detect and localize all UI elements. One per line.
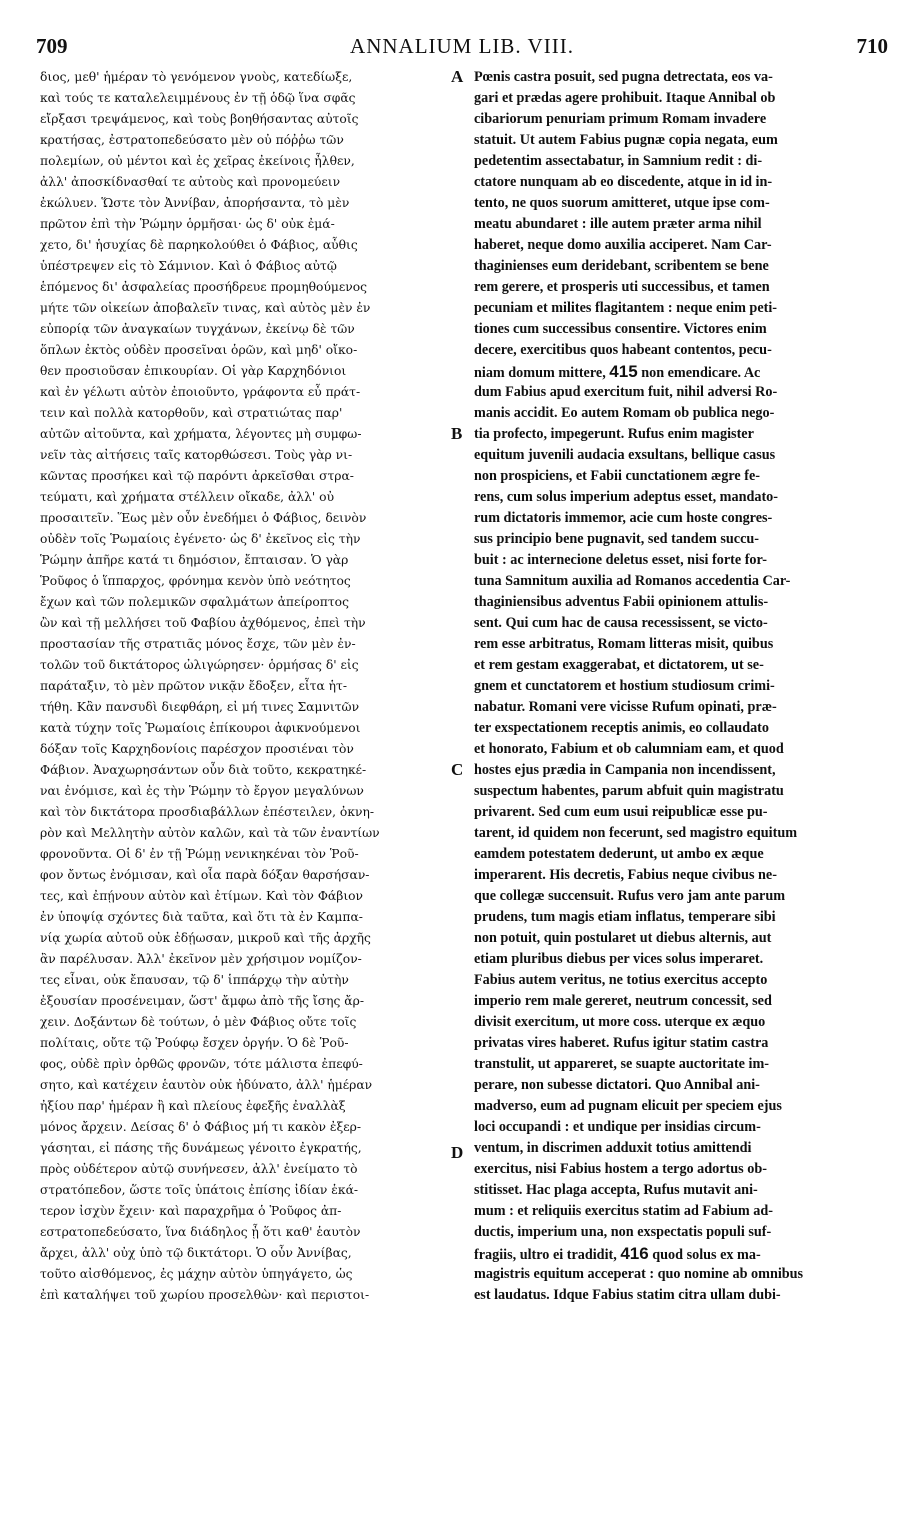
text-line: [474, 886, 892, 907]
text-line: [40, 193, 460, 214]
text-line: [40, 760, 460, 781]
text-line: [40, 886, 460, 907]
line-text: πρῶτον ἐπὶ τὴν Ῥώμην ὁρμῆσαι· ὡς δ' οὐκ ἐμά-: [40, 217, 335, 231]
text-line: [474, 151, 892, 172]
line-text: τολῶν τοῦ δικτάτορος ὠλιγώρησεν· ὁρμήσας δ' εἰς: [40, 658, 359, 672]
running-title: ANNALIUM LIB. VIII.: [350, 34, 574, 58]
line-text: sus principio bene pugnavit, sed tandem succu-: [474, 531, 759, 547]
line-text: buit : ac internecione deletus esset, nisi forte for-: [474, 552, 768, 568]
text-line: [40, 676, 460, 697]
line-text: thaginiensibus adventus Fabii opinionem attulis-: [474, 594, 769, 610]
line-text: κῶντας προσήκει καὶ τῷ παρόντι ἀρκεῖσθαι στρα-: [40, 469, 354, 483]
line-text: sent. Qui cum hac de causa recessissent, se victo-: [474, 615, 768, 631]
text-line: [40, 865, 460, 886]
line-text: gnem et cunctatorem et hostium studiosum crimi-: [474, 678, 775, 694]
text-line: [40, 424, 463, 445]
line-text: Ῥοῦφος ὁ ἵππαρχος, φρόνημα κενὸν ὑπὸ νεότητος: [40, 574, 351, 588]
text-line: [474, 802, 892, 823]
line-text: eamdem potestatem dederunt, ut ambo ex æque: [474, 846, 764, 862]
line-text: χειν. Δοξάντων δὲ τούτων, ὁ μὲν Φάβιος οὔτε τοῖς: [40, 1015, 357, 1029]
text-line: [474, 928, 892, 949]
text-line: [40, 991, 460, 1012]
line-text: τειν καὶ πολλὰ κατορθοῦν, καὶ στρατιώτας παρ': [40, 406, 343, 420]
text-line: [474, 1012, 892, 1033]
line-text: thaginienses eum deridebant, scribentem se bene: [474, 258, 769, 274]
line-text: δόξαν τοῖς Καρχηδονίοις παρέσχον προσιέναι τὸν: [40, 742, 354, 756]
text-line: [474, 256, 892, 277]
text-line: [40, 844, 460, 865]
text-line: [474, 991, 892, 1012]
line-text: φος, οὐδὲ πρὶν ὀρθῶς φρονῶν, τότε μάλιστα ἐπεφύ-: [40, 1057, 363, 1071]
text-line: [474, 949, 892, 970]
line-text: πολίταις, οὔτε τῷ Ῥούφῳ ἔσχεν ὀργήν. Ὁ δὲ Ῥοῦ-: [40, 1036, 349, 1050]
line-text: μήτε τῶν οἰκείων ἀποβαλεῖν τινας, καὶ αὐτὸς μὲν ἐν: [40, 301, 371, 315]
line-text: magistris equitum acceperat : quo nomine ab omnibus: [474, 1266, 804, 1282]
line-text: ἐν ὑποψίᾳ σχόντες διὰ ταῦτα, καὶ ὅτι τὰ ἐν Καμπα-: [40, 910, 363, 924]
text-line: [474, 1096, 892, 1117]
text-line: [474, 613, 892, 634]
line-text: τεύματι, καὶ χρήματα στέλλειν οἴκαδε, ἀλλ' οὐ: [40, 490, 335, 504]
line-text: καὶ τούς τε καταλελειμμένους ἐν τῇ ὁδῷ ἵνα σφᾶς: [40, 91, 356, 105]
section-marker-d: D: [451, 1143, 464, 1162]
line-text: ἔχων καὶ τῶν πολεμικῶν σφαλμάτων ἀπείροπτος: [40, 595, 349, 609]
text-line: [474, 88, 892, 109]
text-line: [474, 214, 892, 235]
line-text: rem esse arbitratus, Romam litteras misit, quibus: [474, 636, 774, 652]
text-line: [40, 1033, 460, 1054]
line-text: προστασίαν τῆς στρατιᾶς μόνος ἔσχε, τῶν μὲν ἐν-: [40, 637, 356, 651]
line-text: manis accidit. Eo autem Romam ob publica nego-: [474, 405, 775, 421]
line-text: cibariorum penuriam primum Romam invadere: [474, 111, 767, 127]
text-line: [474, 865, 892, 886]
line-text: madverso, eum ad pugnam elicuit per speciem ejus: [474, 1098, 782, 1114]
text-line: [474, 508, 892, 529]
line-text: χετο, δι' ἡσυχίας δὲ παρηκολούθει ὁ Φάβιος, αὖθις: [40, 238, 358, 252]
line-text: φον ὄντως ἐνόμισαν, καὶ οἷα παρὰ δόξαν θαρσήσαν-: [40, 868, 370, 882]
text-line: [40, 382, 460, 403]
line-text: privatas vires haberet. Rufus igitur statim castra: [474, 1035, 769, 1051]
text-line: [40, 487, 460, 508]
page-reference-number: 415: [609, 362, 638, 381]
text-line: [40, 508, 460, 529]
text-line: [40, 1096, 460, 1117]
text-line: [474, 1243, 892, 1264]
line-text: στρατόπεδον, ὥστε τοῖς ὑπάτοις ἐπίσης ἰδίαν ἑκά-: [40, 1183, 359, 1197]
text-line: [40, 256, 460, 277]
text-line: [40, 277, 460, 298]
line-text: κατὰ τύχην τοῖς Ῥωμαίοις ἐπίκουροι ἀφικνούμενοι: [40, 721, 361, 735]
text-line: [474, 445, 892, 466]
line-text: haberet, neque domo auxilia acciperet. Nam Car-: [474, 237, 772, 253]
text-line: [40, 340, 460, 361]
line-text: ἂν παρέλυσαν. Ἀλλ' ἐκεῖνον μὲν χρήσιμον νομίζον-: [40, 952, 362, 966]
text-line: [474, 1159, 892, 1180]
line-text: que collegæ succensuit. Rufus vero jam ante parum: [474, 888, 786, 904]
line-text: tiones cum successibus consentire. Victores enim: [474, 321, 767, 337]
line-text: εστρατοπεδεύσατο, ἵνα διάδηλος ᾖ ὅτι καθ' ἑαυτὸν: [40, 1225, 361, 1239]
text-line: [474, 529, 892, 550]
line-text: pecuniam et milites flagitantem : neque enim peti-: [474, 300, 778, 316]
line-text: ναι ἐνόμισε, καὶ ἐς τὴν Ῥώμην τὸ ἔργον μεγαλύνων: [40, 784, 364, 798]
section-marker-b: B: [451, 424, 463, 443]
line-text: et rem gestam exaggerabat, et dictatorem, ut se-: [474, 657, 764, 673]
line-text: καὶ τὸν δικτάτορα προσδιαβάλλων ἐπέστειλεν, ὀκνη-: [40, 805, 375, 819]
line-text: τερον ἰσχὺν ἔχειν· καὶ παραχρῆμα ὁ Ῥοῦφος ἀπ-: [40, 1204, 342, 1218]
line-text: tento, ne quos suorum amitteret, utque ipse com-: [474, 195, 770, 211]
text-line: [40, 235, 460, 256]
line-text: Pœnis castra posuit, sed pugna detrectata, eos va-: [474, 69, 773, 85]
line-text: διος, μεθ' ἡμέραν τὸ γενόμενον γνοὺς, κατεδίωξε,: [40, 70, 353, 84]
text-line: [40, 109, 460, 130]
text-line: [474, 1222, 892, 1243]
text-line: [474, 1117, 892, 1138]
text-line: [474, 781, 892, 802]
line-text: et honorato, Fabium et ob calumniam eam, et quod: [474, 741, 784, 757]
text-line: [474, 361, 892, 382]
line-text: mum : et reliquiis exercitus statim ad Fabium ad-: [474, 1203, 773, 1219]
line-text: rem gerere, et prosperis uti successibus, et tamen: [474, 279, 770, 295]
text-line: [40, 1138, 460, 1159]
text-line: [474, 1075, 892, 1096]
text-line: [474, 1033, 892, 1054]
section-marker-c: C: [451, 760, 464, 779]
text-line: [40, 655, 460, 676]
line-text: nabatur. Romani vere vicisse Rufum opinati, præ-: [474, 699, 777, 715]
line-text: σητο, καὶ κατέχειν ἑαυτὸν οὐκ ἠδύνατο, ἀλλ' ἡμέραν: [40, 1078, 373, 1092]
text-line: [474, 634, 892, 655]
text-line: [474, 760, 892, 781]
text-line: [474, 676, 892, 697]
text-line: [40, 928, 460, 949]
text-line: [40, 1159, 460, 1180]
text-line: [474, 487, 892, 508]
text-line: [474, 466, 892, 487]
line-text: θεν προσιοῦσαν ἐπικουρίαν. Οἱ γὰρ Καρχηδόνιοι: [40, 364, 347, 378]
text-line: [474, 193, 892, 214]
text-line: [474, 844, 892, 865]
line-text: γάσηται, εἰ πάσης τῆς δυνάμεως γένοιτο ἐγκρατής,: [40, 1141, 362, 1155]
line-text: ὢν καὶ τῇ μελλήσει τοῦ Φαβίου ἀχθόμενος, ἐπεὶ τὴν: [40, 616, 366, 630]
text-line: [40, 214, 460, 235]
line-text: Ῥώμην ἀπῆρε κατά τι δημόσιον, ἔπταισαν. Ὁ γὰρ: [40, 553, 349, 567]
line-text: stitisset. Hac plaga accepta, Rufus mutavit ani-: [474, 1182, 758, 1198]
text-line: [40, 361, 460, 382]
text-line: [40, 823, 460, 844]
line-text: ρὸν καὶ Μελλητὴν αὐτὸν καλῶν, καὶ τὰ τῶν ἐναντίων: [40, 826, 380, 840]
text-line: [40, 130, 460, 151]
line-text: νεῖν τὰς αἰτήσεις ταῖς κατορθώσεσι. Τοὺς γὰρ νι-: [40, 448, 353, 462]
text-line: [474, 571, 892, 592]
line-text: prudens, tum magis etiam inflatus, temperare sibi: [474, 909, 776, 925]
line-text: μόνος ἄρχειν. Δείσας δ' ὁ Φάβιος μή τι κακὸν ἐξερ-: [40, 1120, 362, 1134]
line-text: εἴρξασι τρεψάμενος, καὶ τοὺς βοηθήσαντας αὐτοῖς: [40, 112, 359, 126]
latin-text-column: [474, 67, 892, 1306]
line-text: hostes ejus prædia in Campania non incendissent,: [474, 762, 776, 778]
text-line: [40, 1012, 460, 1033]
line-text: κρατήσας, ἐστρατοπεδεύσατο μὲν οὐ πόῤῥω τῶν: [40, 133, 344, 147]
text-line: [474, 1180, 892, 1201]
line-text: imperio rem male gereret, neutrum concessit, sed: [474, 993, 772, 1009]
text-line: [40, 403, 460, 424]
line-text: rens, cum solus imperium adeptus esset, mandato-: [474, 489, 778, 505]
line-text: tia profecto, impegerunt. Rufus enim magister: [474, 426, 754, 442]
text-line: [40, 466, 460, 487]
text-line: [40, 1075, 460, 1096]
text-line: [40, 1264, 460, 1285]
line-text: ter exspectationem receptis animis, eo collaudato: [474, 720, 769, 736]
line-text: παράταξιν, τὸ μὲν πρῶτον νικᾷν ἔδοξεν, εἶτα ἡτ-: [40, 679, 347, 693]
text-line: [40, 445, 460, 466]
line-text: τες, καὶ ἐπῄνουν αὐτὸν καὶ ἐτίμων. Καὶ τὸν Φάβιον: [40, 889, 364, 903]
text-line: [40, 67, 460, 88]
text-line: [474, 739, 892, 760]
text-line: [474, 298, 892, 319]
text-line: [40, 739, 460, 760]
line-text: προσαιτεῖν. Ἕως μὲν οὖν ἐνεδήμει ὁ Φάβιος, δεινὸν: [40, 511, 367, 525]
line-text: tuna Samnitum auxilia ad Romanos accedentia Car-: [474, 573, 791, 589]
line-text: ἐπὶ καταλήψει τοῦ χωρίου προσελθὼν· καὶ περιστοι-: [40, 1288, 370, 1302]
text-line: [474, 1285, 892, 1306]
line-text: Fabius autem veritus, ne totius exercitus accepto: [474, 972, 768, 988]
line-text: niam domum mittere,: [474, 365, 606, 381]
line-text: non prospiciens, et Fabii cunctationem ægre fe-: [474, 468, 760, 484]
line-text: est laudatus. Idque Fabius statim citra ullam dubi-: [474, 1287, 781, 1303]
text-line: [474, 907, 892, 928]
text-line: [40, 151, 460, 172]
line-text: εὐπορίᾳ τῶν ἀναγκαίων τυγχάνων, ἐκείνῳ δὲ τῶν: [40, 322, 355, 336]
text-line: [474, 718, 892, 739]
text-line: [474, 592, 892, 613]
text-line: [40, 529, 460, 550]
greek-text-column: [40, 67, 463, 1306]
text-line: [474, 424, 892, 445]
text-line: [40, 781, 460, 802]
text-line: [40, 718, 460, 739]
text-line: [40, 949, 460, 970]
line-text: τήθη. Κἂν πανσυδὶ διεφθάρη, εἰ μή τινες Σαμνιτῶν: [40, 700, 360, 714]
text-line: [40, 1243, 460, 1264]
line-text: ἑπόμενος δι' ἀσφαλείας προσήδρευε προμηθούμενος: [40, 280, 368, 294]
line-text-continuation: non emendicare. Ac: [641, 365, 761, 381]
line-text: καὶ ἐν γέλωτι αὐτὸν ἐποιοῦντο, γράφοντα εὖ πράτ-: [40, 385, 361, 399]
line-text: transtulit, ut appareret, se suapte auctoritate im-: [474, 1056, 770, 1072]
line-text: pedetentim assectabatur, in Samnium redit : di-: [474, 153, 763, 169]
text-line: [474, 1138, 892, 1159]
line-text: ἄρχει, ἀλλ' οὐχ ὑπὸ τῷ δικτάτορι. Ὁ οὖν Ἀννίβας,: [40, 1246, 352, 1260]
line-text: decere, exercitibus quos habeant contentos, pecu-: [474, 342, 772, 358]
line-text: οὐδὲν τοῖς Ῥωμαίοις ἐγένετο· ὡς δ' ἐκεῖνος εἰς τὴν: [40, 532, 361, 546]
line-text: νίᾳ χωρία αὐτοῦ οὐκ ἐδῄωσαν, μικροῦ καὶ τῆς ἀρχῆς: [40, 931, 371, 945]
line-text: non potuit, quin postularet ut diebus alternis, aut: [474, 930, 772, 946]
text-line: [474, 172, 892, 193]
text-line: [474, 403, 892, 424]
line-text: statuit. Ut autem Fabius pugnæ copia negata, eum: [474, 132, 778, 148]
text-line: [474, 277, 892, 298]
line-text: privarent. Sed cum eum usui reipublicæ esse pu-: [474, 804, 768, 820]
line-text: meatu abundaret : ille autem præter arma nihil: [474, 216, 762, 232]
text-line: [474, 235, 892, 256]
text-line: [474, 382, 892, 403]
line-text: ductis, imperium una, non exspectatis populi suf-: [474, 1224, 772, 1240]
line-text: divisit exercitum, ut more coss. uterque ex æquo: [474, 1014, 766, 1030]
line-text: imperarent. His decretis, Fabius neque civibus ne-: [474, 867, 777, 883]
line-text: ἐκώλυεν. Ὥστε τὸν Ἀννίβαν, ἀπορήσαντα, τὸ μὲν: [40, 196, 350, 210]
text-line: [40, 550, 460, 571]
line-text: suspectum habentes, parum abfuit quin magistratu: [474, 783, 784, 799]
text-line: [474, 109, 892, 130]
text-line: [40, 802, 460, 823]
line-text: ὑπέστρεψεν εἰς τὸ Σάμνιον. Καὶ ὁ Φάβιος αὐτῷ: [40, 259, 337, 273]
line-text: ctatore nunquam ab eo discedente, atque in id in-: [474, 174, 773, 190]
page-reference-number: 416: [620, 1244, 649, 1263]
text-line: [474, 970, 892, 991]
text-line: [474, 1201, 892, 1222]
text-line: [40, 697, 460, 718]
text-line: [40, 613, 460, 634]
text-line: [40, 172, 460, 193]
text-line: [40, 634, 460, 655]
text-line: [474, 130, 892, 151]
line-text: ἠξίου παρ' ἡμέραν ἢ καὶ πλείους ἐφεξῆς ἐναλλὰξ: [40, 1099, 346, 1113]
line-text: ὅπλων ἐκτὸς οὐδὲν προσεῖναι ὁρῶν, καὶ μηδ' οἴκο-: [40, 343, 358, 357]
line-text: ventum, in discrimen adduxit totius amittendi: [474, 1140, 752, 1156]
page-number-left: 709: [36, 34, 68, 58]
text-line: [40, 1054, 460, 1075]
line-text-continuation: quod solus ex ma-: [652, 1247, 761, 1263]
line-text: ἐξουσίαν προσένειμαν, ὥστ' ἄμφω ἀπὸ τῆς ἴσης ἄρ-: [40, 994, 364, 1008]
line-text: equitum juvenili audacia exsultans, bellique casus: [474, 447, 776, 463]
line-text: τες εἶναι, οὐκ ἔπαυσαν, τῷ δ' ἱππάρχῳ τὴν αὐτὴν: [40, 973, 349, 987]
line-text: gari et prædas agere prohibuit. Itaque Annibal ob: [474, 90, 776, 106]
text-line: [474, 655, 892, 676]
line-text: φρονοῦντα. Οἱ δ' ἐν τῇ Ῥώμῃ νενικηκέναι τὸν Ῥοῦ-: [40, 847, 359, 861]
running-header: [36, 34, 888, 64]
text-line: [40, 1285, 460, 1306]
text-line: [40, 319, 460, 340]
page-number-right: 710: [856, 34, 888, 58]
line-text: perare, non subesse dictatori. Quo Annibal ani-: [474, 1077, 760, 1093]
text-line: [474, 1264, 892, 1285]
text-line: [40, 1117, 460, 1138]
text-line: [40, 1222, 460, 1243]
section-marker-a: A: [451, 67, 464, 86]
text-line: [474, 550, 892, 571]
text-line: [40, 907, 460, 928]
line-text: ἀλλ' ἀποσκίδνασθαί τε αὐτοὺς καὶ προνομεύειν: [40, 175, 341, 189]
line-text: τοῦτο αἰσθόμενος, ἐς μάχην αὐτὸν ὑπηγάγετο, ὡς: [40, 1267, 353, 1281]
text-line: [40, 970, 460, 991]
text-line: [40, 88, 460, 109]
line-text: πρὸς οὐδέτερον αὐτῷ συνήνεσεν, ἀλλ' ἐνείματο τὸ: [40, 1162, 358, 1176]
line-text: rum dictatoris immemor, acie cum hoste congres-: [474, 510, 773, 526]
text-line: [40, 1201, 460, 1222]
line-text: dum Fabius apud exercitum fuit, nihil adversi Ro-: [474, 384, 778, 400]
text-line: [474, 1054, 892, 1075]
line-text: Φάβιον. Ἀναχωρησάντων οὖν διὰ τοῦτο, κεκρατηκέ-: [40, 763, 367, 777]
text-line: [474, 319, 892, 340]
text-line: [40, 298, 460, 319]
text-line: [474, 340, 892, 361]
text-line: [40, 592, 460, 613]
line-text: αὐτῶν αἰτοῦντα, καὶ χρήματα, λέγοντες μὴ συμφω-: [40, 427, 362, 441]
text-line: [474, 823, 892, 844]
line-text: πολεμίων, οὐ μέντοι καὶ ἐς χεῖρας ἐκείνοις ἦλθεν,: [40, 154, 355, 168]
line-text: etiam pluribus diebus per vices solus imperaret.: [474, 951, 764, 967]
line-text: loci occupandi : et undique per insidias circum-: [474, 1119, 761, 1135]
text-line: [40, 571, 460, 592]
line-text: tarent, id quidem non fecerunt, sed magistro equitum: [474, 825, 798, 841]
text-line: [474, 697, 892, 718]
text-line: [474, 67, 892, 88]
line-text: exercitus, nisi Fabius hostem a tergo adortus ob-: [474, 1161, 767, 1177]
line-text: fragiis, ultro ei tradidit,: [474, 1247, 617, 1263]
text-line: [40, 1180, 460, 1201]
